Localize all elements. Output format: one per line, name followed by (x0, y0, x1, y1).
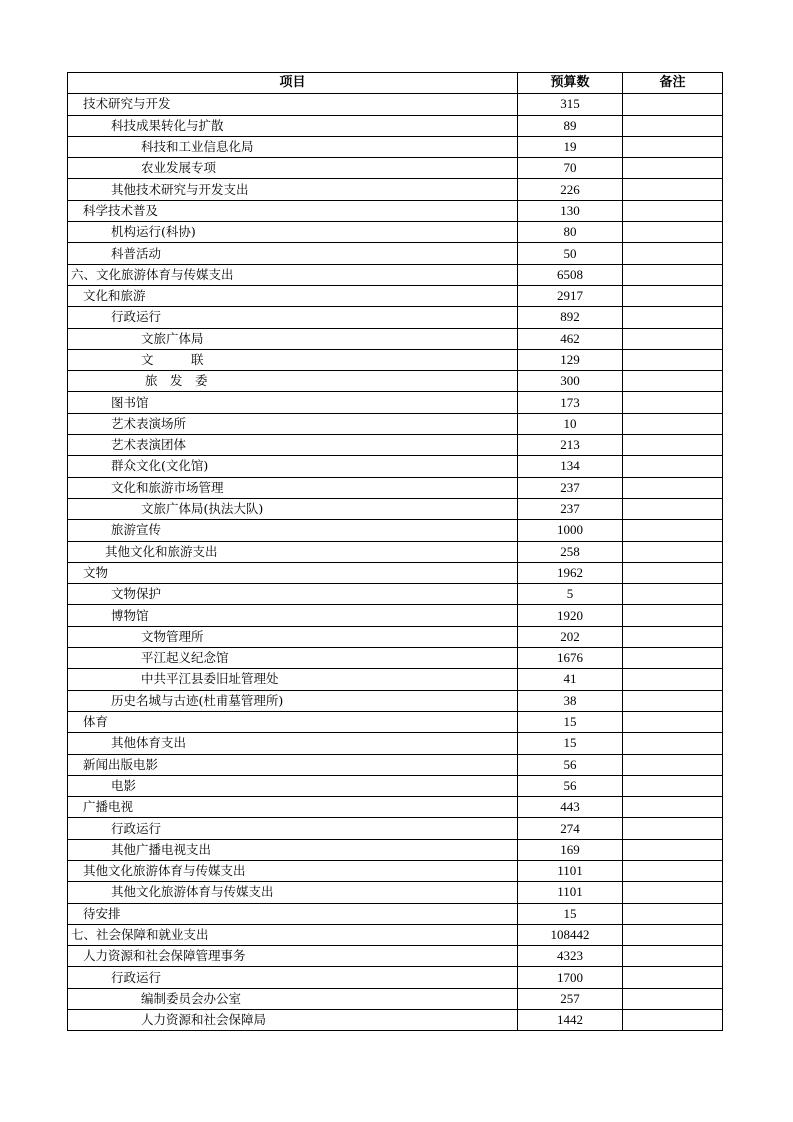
budget-table (67, 72, 723, 1031)
table-row (68, 690, 723, 711)
row-amount: 213 (518, 435, 623, 456)
row-note (623, 648, 723, 669)
table-row (68, 946, 723, 967)
table-row (68, 775, 723, 796)
row-note (623, 562, 723, 583)
row-item-label: 中共平江县委旧址管理处 (68, 669, 518, 690)
row-item-label: 科技成果转化与扩散 (68, 115, 518, 136)
row-amount: 1676 (518, 648, 623, 669)
row-amount: 1101 (518, 882, 623, 903)
table-row (68, 605, 723, 626)
row-note (623, 477, 723, 498)
table-row (68, 733, 723, 754)
row-note (623, 669, 723, 690)
row-item-label: 其他文化和旅游支出 (68, 541, 518, 562)
row-amount: 202 (518, 626, 623, 647)
row-item-label: 行政运行 (68, 307, 518, 328)
row-note (623, 967, 723, 988)
table-row (68, 435, 723, 456)
table-row (68, 498, 723, 519)
row-item-label: 技术研究与开发 (68, 94, 518, 115)
table-row (68, 456, 723, 477)
table-row (68, 860, 723, 881)
row-note (623, 285, 723, 306)
table-body (68, 94, 723, 1031)
row-note (623, 115, 723, 136)
row-note (623, 924, 723, 945)
row-item-label: 图书馆 (68, 392, 518, 413)
row-amount: 1962 (518, 562, 623, 583)
table-row (68, 903, 723, 924)
row-amount: 4323 (518, 946, 623, 967)
table-row (68, 988, 723, 1009)
table-row (68, 392, 723, 413)
table-row (68, 222, 723, 243)
header-item: 项目 (68, 73, 518, 94)
row-item-label: 新闻出版电影 (68, 754, 518, 775)
row-amount: 258 (518, 541, 623, 562)
row-note (623, 392, 723, 413)
row-item-label: 文旅广体局 (68, 328, 518, 349)
row-amount: 173 (518, 392, 623, 413)
table-row (68, 626, 723, 647)
row-amount: 6508 (518, 264, 623, 285)
row-item-label: 艺术表演场所 (68, 413, 518, 434)
table-row (68, 243, 723, 264)
row-note (623, 200, 723, 221)
table-row (68, 648, 723, 669)
table-row (68, 158, 723, 179)
table-row (68, 541, 723, 562)
row-amount: 237 (518, 498, 623, 519)
row-item-label: 编制委员会办公室 (68, 988, 518, 1009)
row-item-label: 群众文化(文化馆) (68, 456, 518, 477)
table-row (68, 307, 723, 328)
table-row (68, 562, 723, 583)
row-item-label: 文化和旅游 (68, 285, 518, 306)
row-amount: 892 (518, 307, 623, 328)
table-row (68, 136, 723, 157)
row-amount: 10 (518, 413, 623, 434)
row-item-label: 其他广播电视支出 (68, 839, 518, 860)
row-note (623, 136, 723, 157)
table-row (68, 1010, 723, 1031)
row-amount: 38 (518, 690, 623, 711)
row-note (623, 222, 723, 243)
row-amount: 108442 (518, 924, 623, 945)
row-note (623, 243, 723, 264)
row-note (623, 498, 723, 519)
row-item-label: 广播电视 (68, 797, 518, 818)
row-note (623, 882, 723, 903)
row-note (623, 541, 723, 562)
row-item-label: 农业发展专项 (68, 158, 518, 179)
row-amount: 15 (518, 711, 623, 732)
row-item-label: 七、社会保障和就业支出 (68, 924, 518, 945)
row-note (623, 626, 723, 647)
row-item-label: 旅 发 委 (68, 371, 518, 392)
table-row (68, 967, 723, 988)
row-item-label: 其他文化旅游体育与传媒支出 (68, 882, 518, 903)
row-note (623, 328, 723, 349)
table-row (68, 285, 723, 306)
table-row (68, 413, 723, 434)
row-item-label: 科学技术普及 (68, 200, 518, 221)
row-note (623, 179, 723, 200)
table-row (68, 520, 723, 541)
row-item-label: 文物管理所 (68, 626, 518, 647)
row-note (623, 690, 723, 711)
table-row (68, 115, 723, 136)
row-item-label: 电影 (68, 775, 518, 796)
row-item-label: 旅游宣传 (68, 520, 518, 541)
row-note (623, 413, 723, 434)
row-note (623, 520, 723, 541)
row-amount: 89 (518, 115, 623, 136)
row-amount: 56 (518, 754, 623, 775)
row-amount: 70 (518, 158, 623, 179)
table-row (68, 882, 723, 903)
row-note (623, 839, 723, 860)
row-note (623, 349, 723, 370)
row-note (623, 158, 723, 179)
row-amount: 462 (518, 328, 623, 349)
row-note (623, 605, 723, 626)
row-amount: 1000 (518, 520, 623, 541)
row-note (623, 584, 723, 605)
row-amount: 134 (518, 456, 623, 477)
row-note (623, 754, 723, 775)
row-item-label: 文化和旅游市场管理 (68, 477, 518, 498)
table-row (68, 328, 723, 349)
table-row (68, 477, 723, 498)
row-amount: 80 (518, 222, 623, 243)
row-note (623, 946, 723, 967)
table-row (68, 371, 723, 392)
table-row (68, 818, 723, 839)
row-item-label: 人力资源和社会保障管理事务 (68, 946, 518, 967)
table-row (68, 200, 723, 221)
row-item-label: 艺术表演团体 (68, 435, 518, 456)
row-note (623, 456, 723, 477)
row-item-label: 文物 (68, 562, 518, 583)
table-row (68, 924, 723, 945)
row-amount: 237 (518, 477, 623, 498)
table-row (68, 839, 723, 860)
row-item-label: 博物馆 (68, 605, 518, 626)
row-item-label: 文 联 (68, 349, 518, 370)
row-item-label: 文物保护 (68, 584, 518, 605)
row-item-label: 行政运行 (68, 967, 518, 988)
row-note (623, 711, 723, 732)
row-item-label: 科技和工业信息化局 (68, 136, 518, 157)
row-amount: 41 (518, 669, 623, 690)
row-item-label: 体育 (68, 711, 518, 732)
row-item-label: 六、文化旅游体育与传媒支出 (68, 264, 518, 285)
row-note (623, 988, 723, 1009)
row-item-label: 其他体育支出 (68, 733, 518, 754)
row-note (623, 264, 723, 285)
table-row (68, 797, 723, 818)
header-amount: 预算数 (518, 73, 623, 94)
row-item-label: 其他文化旅游体育与传媒支出 (68, 860, 518, 881)
table-row (68, 754, 723, 775)
table-row (68, 584, 723, 605)
table-row (68, 711, 723, 732)
row-item-label: 机构运行(科协) (68, 222, 518, 243)
row-amount: 1700 (518, 967, 623, 988)
row-amount: 1101 (518, 860, 623, 881)
row-amount: 257 (518, 988, 623, 1009)
row-amount: 1920 (518, 605, 623, 626)
row-note (623, 797, 723, 818)
row-amount: 226 (518, 179, 623, 200)
row-item-label: 历史名城与古迹(杜甫墓管理所) (68, 690, 518, 711)
table-row (68, 349, 723, 370)
row-note (623, 903, 723, 924)
table-row (68, 264, 723, 285)
row-item-label: 行政运行 (68, 818, 518, 839)
row-amount: 56 (518, 775, 623, 796)
row-amount: 2917 (518, 285, 623, 306)
row-amount: 169 (518, 839, 623, 860)
row-note (623, 860, 723, 881)
row-note (623, 435, 723, 456)
row-amount: 443 (518, 797, 623, 818)
table-header-row (68, 73, 723, 94)
row-amount: 15 (518, 903, 623, 924)
row-note (623, 1010, 723, 1031)
row-item-label: 其他技术研究与开发支出 (68, 179, 518, 200)
row-amount: 300 (518, 371, 623, 392)
row-note (623, 94, 723, 115)
row-amount: 1442 (518, 1010, 623, 1031)
row-note (623, 733, 723, 754)
table-row (68, 94, 723, 115)
table-row (68, 179, 723, 200)
row-amount: 15 (518, 733, 623, 754)
row-amount: 130 (518, 200, 623, 221)
row-amount: 19 (518, 136, 623, 157)
row-note (623, 775, 723, 796)
row-amount: 50 (518, 243, 623, 264)
row-amount: 274 (518, 818, 623, 839)
row-amount: 129 (518, 349, 623, 370)
table-row (68, 669, 723, 690)
header-note: 备注 (623, 73, 723, 94)
row-amount: 5 (518, 584, 623, 605)
row-amount: 315 (518, 94, 623, 115)
row-item-label: 人力资源和社会保障局 (68, 1010, 518, 1031)
row-note (623, 818, 723, 839)
row-note (623, 307, 723, 328)
row-item-label: 平江起义纪念馆 (68, 648, 518, 669)
row-note (623, 371, 723, 392)
row-item-label: 科普活动 (68, 243, 518, 264)
row-item-label: 待安排 (68, 903, 518, 924)
row-item-label: 文旅广体局(执法大队) (68, 498, 518, 519)
